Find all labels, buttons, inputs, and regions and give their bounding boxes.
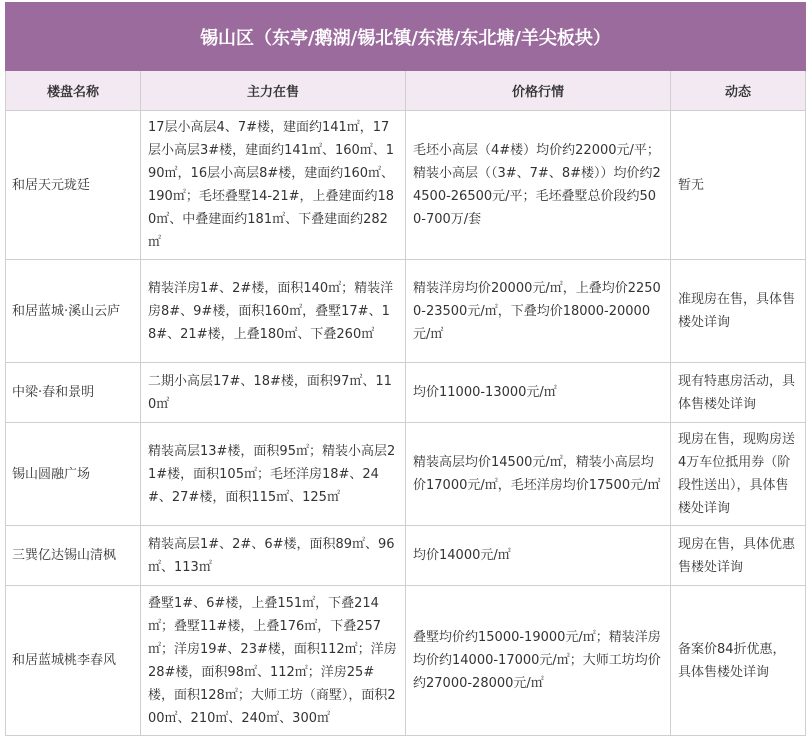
- table-row: [6, 111, 806, 260]
- header-name: 楼盘名称: [6, 71, 141, 111]
- cell-main: 二期小高层17#、18#楼，面积97㎡、110㎡: [141, 363, 406, 423]
- table-row: [6, 260, 806, 363]
- cell-name: 三巽亿达锡山清枫: [6, 526, 141, 586]
- table-row: [6, 526, 806, 586]
- cell-price: 均价14000元/㎡: [406, 526, 671, 586]
- cell-main: 精装高层13#楼，面积95㎡；精装小高层21#楼，面积105㎡；毛坯洋房18#、24#、27#楼，面积115㎡、125㎡: [141, 423, 406, 526]
- cell-name: 和居蓝城桃李春风: [6, 586, 141, 736]
- header-row: [6, 71, 806, 111]
- cell-price: 均价11000-13000元/㎡: [406, 363, 671, 423]
- table-row: [6, 423, 806, 526]
- cell-status: 现房在售，现购房送4万车位抵用券（阶段性送出），具体售楼处详询: [671, 423, 806, 526]
- header-main: 主力在售: [141, 71, 406, 111]
- table-title: 锡山区（东亭/鹅湖/锡北镇/东港/东北塘/羊尖板块）: [6, 3, 806, 71]
- cell-name: 锡山圆融广场: [6, 423, 141, 526]
- cell-main: 精装高层1#、2#、6#楼，面积89㎡、96㎡、113㎡: [141, 526, 406, 586]
- cell-main: 17层小高层4、7#楼，建面约141㎡，17层小高层3#楼，建面约141㎡、160㎡、190㎡，16层小高层8#楼，建面约160㎡、190㎡；毛坯叠墅14-21#，上叠建面约180㎡、中叠建面约181㎡、下叠建面约282㎡: [141, 111, 406, 260]
- cell-status: 现有特惠房活动，具体售楼处详询: [671, 363, 806, 423]
- cell-status: 暂无: [671, 111, 806, 260]
- cell-price: 叠墅均价约15000-19000元/㎡；精装洋房均价约14000-17000元/㎡；大师工坊均价约27000-28000元/㎡: [406, 586, 671, 736]
- header-status: 动态: [671, 71, 806, 111]
- cell-main: 叠墅1#、6#楼，上叠151㎡，下叠214㎡；叠墅11#楼，上叠176㎡，下叠257㎡；洋房19#、23#楼，面积112㎡；洋房28#楼，面积98㎡、112㎡；洋房25#楼，面积128㎡；大师工坊（商墅），面积200㎡、210㎡、240㎡、300㎡: [141, 586, 406, 736]
- cell-main: 精装洋房1#、2#楼，面积140㎡；精装洋房8#、9#楼，面积160㎡，叠墅17#、18#、21#楼，上叠180㎡、下叠260㎡: [141, 260, 406, 363]
- cell-name: 和居蓝城·溪山云庐: [6, 260, 141, 363]
- cell-price: 精装高层均价14500元/㎡，精装小高层均价17000元/㎡，毛坯洋房均价17500元/㎡: [406, 423, 671, 526]
- property-table: [5, 2, 806, 736]
- cell-name: 和居天元珑廷: [6, 111, 141, 260]
- table-row: [6, 363, 806, 423]
- cell-status: 备案价84折优惠，具体售楼处详询: [671, 586, 806, 736]
- header-price: 价格行情: [406, 71, 671, 111]
- cell-status: 准现房在售，具体售楼处详询: [671, 260, 806, 363]
- title-row: [6, 3, 806, 71]
- table-row: [6, 586, 806, 736]
- cell-status: 现房在售，具体优惠售楼处详询: [671, 526, 806, 586]
- cell-price: 精装洋房均价20000元/㎡，上叠均价22500-23500元/㎡，下叠均价18000-20000元/㎡: [406, 260, 671, 363]
- cell-price: 毛坯小高层（4#楼）均价约22000元/平；精装小高层（（3#、7#、8#楼））均价约24500-26500元/平；毛坯叠墅总价段约500-700万/套: [406, 111, 671, 260]
- cell-name: 中梁·春和景明: [6, 363, 141, 423]
